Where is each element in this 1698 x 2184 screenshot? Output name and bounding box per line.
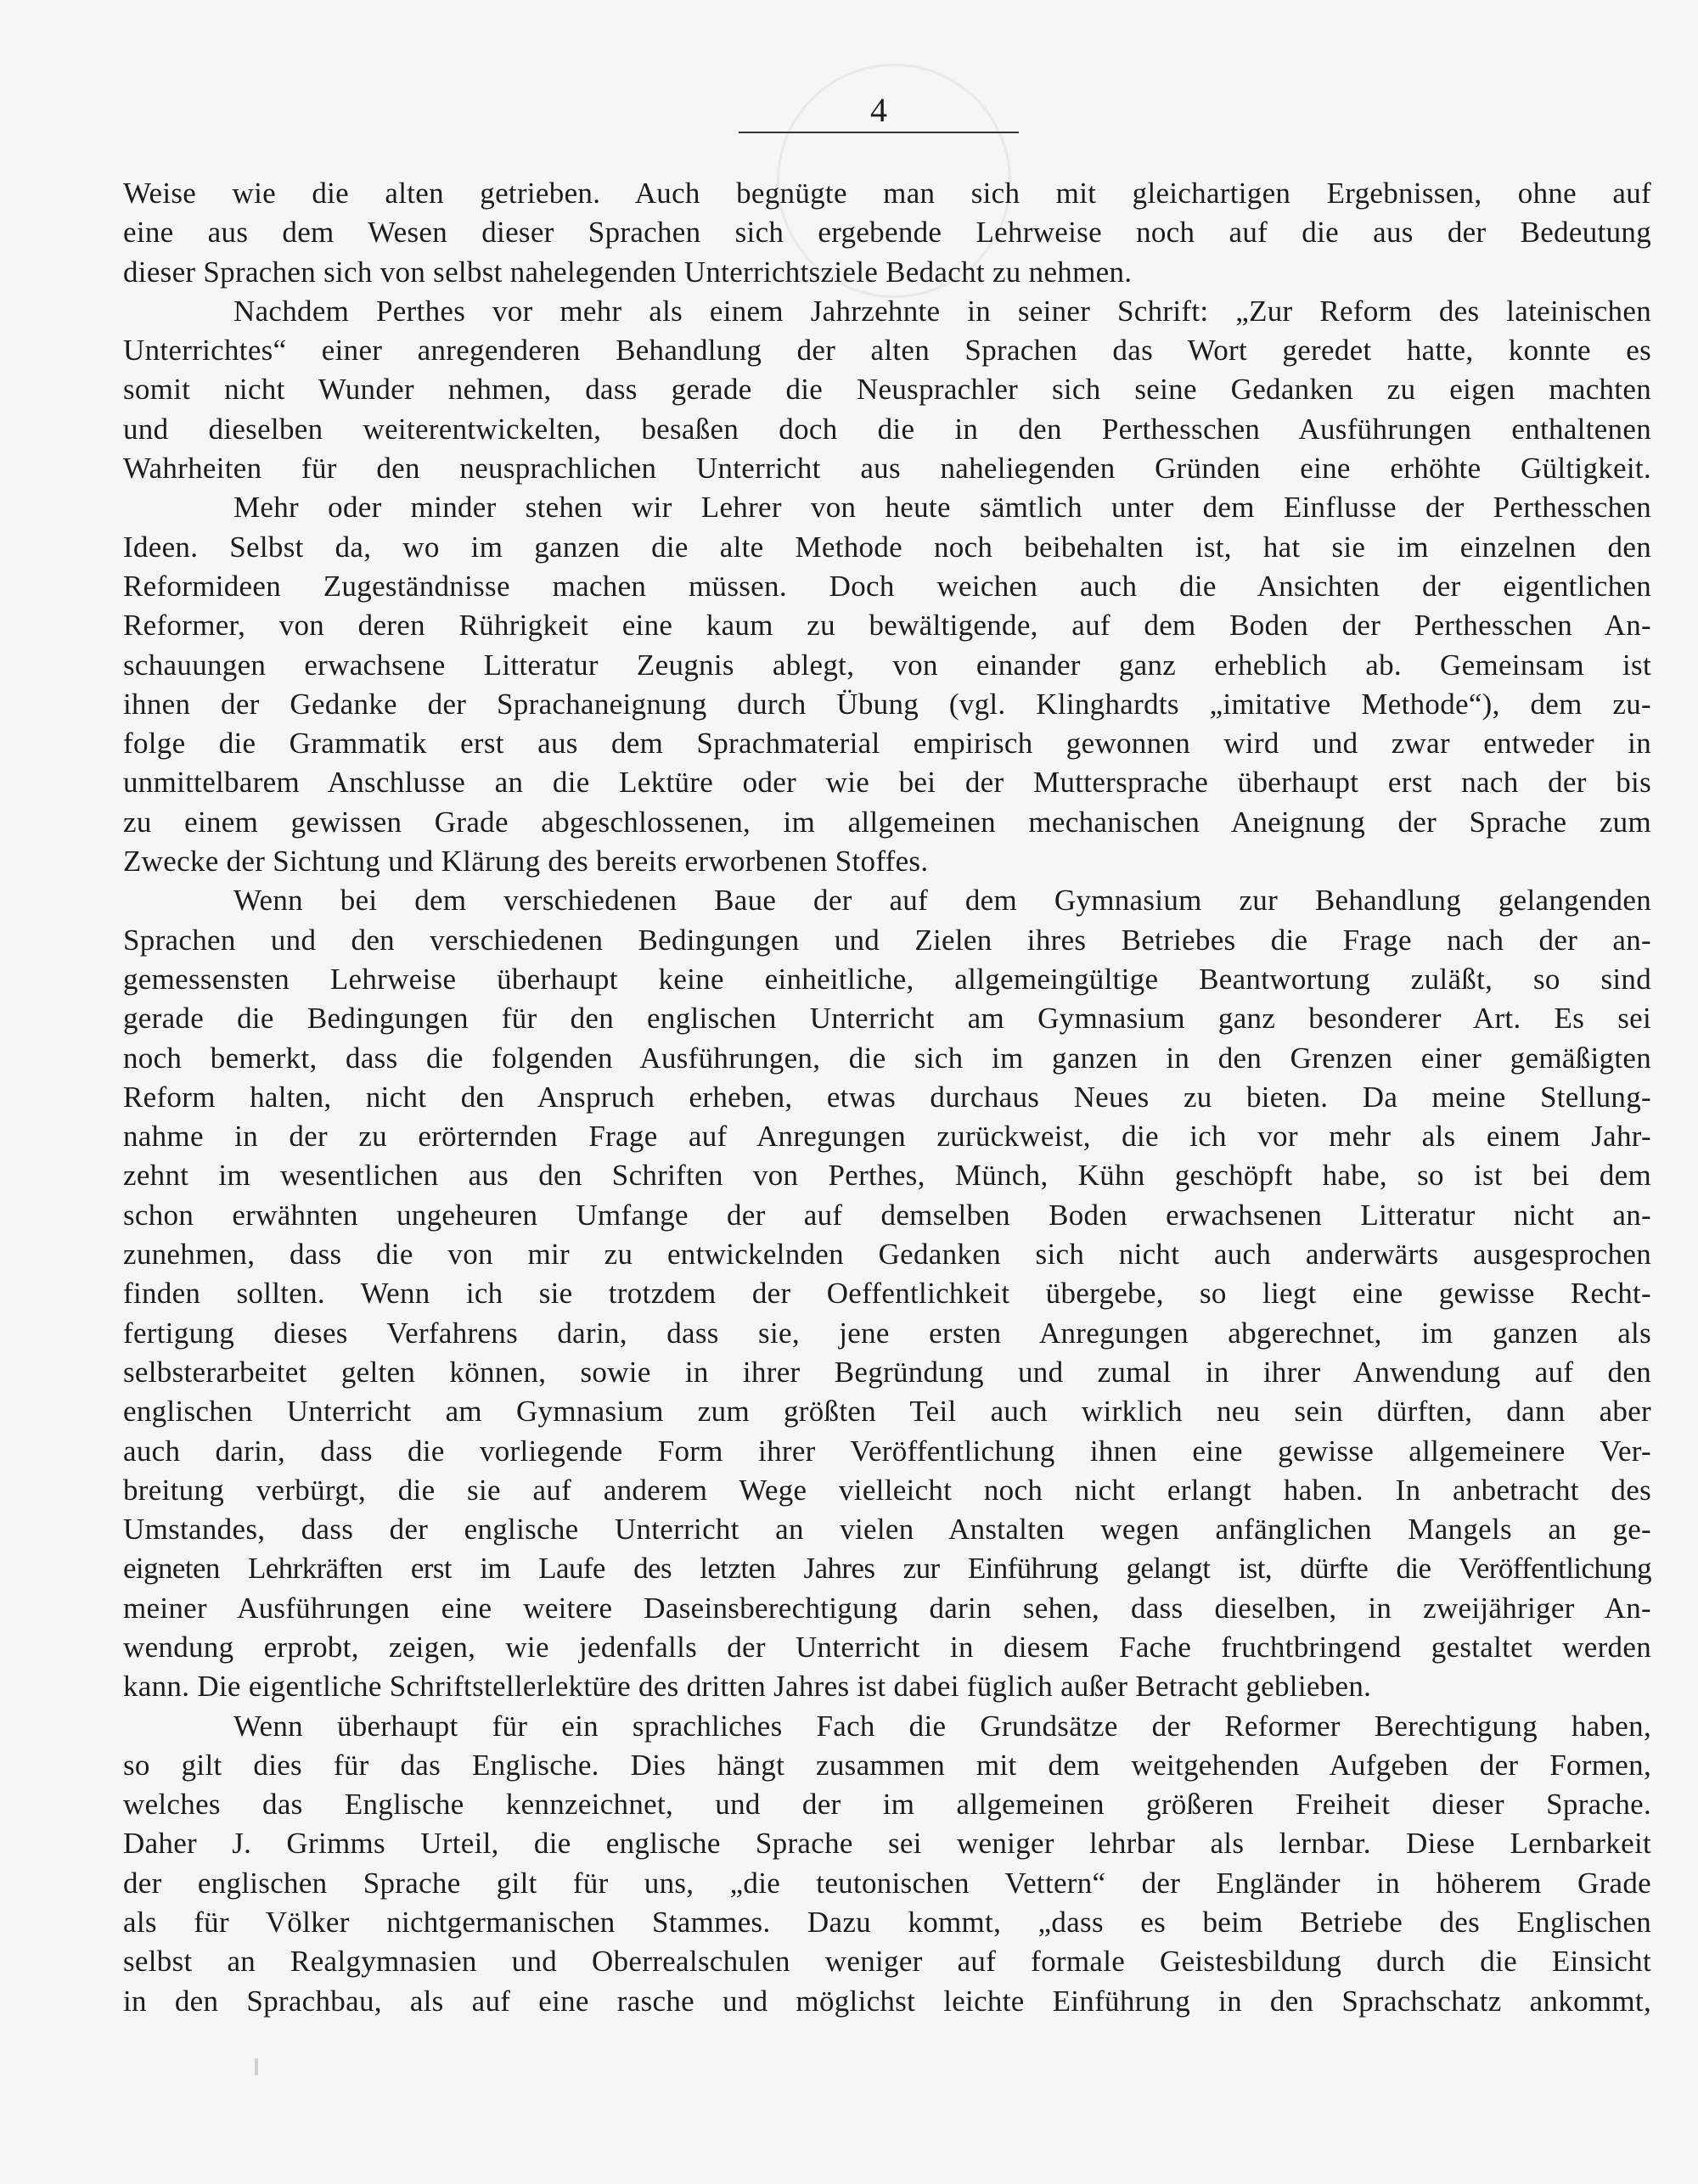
text-line: als für Völker nichtgermanischen Stammes. Dazu kommt, „dass es beim Betriebe des Englischen — [123, 1906, 1651, 1940]
margin-mark — [255, 2058, 258, 2075]
text-line: fertigung dieses Verfahrens darin, dass sie, jene ersten Anregungen abgerechnet, im ganzen als — [123, 1316, 1651, 1350]
text-line: zehnt im wesentlichen aus den Schriften von Perthes, Münch, Kühn geschöpft habe, so ist bei dem — [123, 1159, 1651, 1193]
text-line: unmittelbarem Anschlusse an die Lektüre oder wie bei der Muttersprache überhaupt erst nach der bis — [123, 766, 1651, 800]
text-line: Umstandes, dass der englische Unterricht an vielen Anstalten wegen anfänglichen Mangels an ge- — [123, 1513, 1651, 1547]
text-line: auch darin, dass die vorliegende Form ihrer Veröffentlichung ihnen eine gewisse allgemeinere Ver- — [123, 1434, 1651, 1468]
text-line: meiner Ausführungen eine weitere Daseinsberechtigung darin sehen, dass dieselben, in zweijähriger An- — [123, 1591, 1651, 1625]
text-line: Reformideen Zugeständnisse machen müssen. Doch weichen auch die Ansichten der eigentlichen — [123, 569, 1651, 603]
text-line: selbst an Realgymnasien und Oberrealschulen weniger auf formale Geistesbildung durch die Einsicht — [123, 1945, 1651, 1979]
text-line: Ideen. Selbst da, wo im ganzen die alte Methode noch beibehalten ist, hat sie im einzelnen den — [123, 530, 1651, 564]
text-line: so gilt dies für das Englische. Dies hängt zusammen mit dem weitgehenden Aufgeben der Formen, — [123, 1748, 1651, 1782]
text-line: gemessensten Lehrweise überhaupt keine einheitliche, allgemeingültige Beantwortung zuläßt, so sind — [123, 962, 1651, 996]
text-line: folge die Grammatik erst aus dem Sprachmaterial empirisch gewonnen wird und zwar entweder in — [123, 727, 1651, 761]
text-line: ihnen der Gedanke der Sprachaneignung durch Übung (vgl. Klinghardts „imitative Methode“), dem zu- — [123, 687, 1651, 721]
text-line: Reformer, von deren Rührigkeit eine kaum zu bewältigende, auf dem Boden der Perthesschen An- — [123, 609, 1651, 643]
text-line: zunehmen, dass die von mir zu entwickelnden Gedanken sich nicht auch anderwärts ausgesprochen — [123, 1238, 1651, 1272]
text-line: in den Sprachbau, als auf eine rasche und möglichst leichte Einführung in den Sprachschatz ankommt, — [123, 1984, 1651, 2018]
text-line: dieser Sprachen sich von selbst nahelegenden Unterrichtsziele Bedacht zu nehmen. — [123, 255, 1133, 289]
text-line: Sprachen und den verschiedenen Bedingungen und Zielen ihres Betriebes die Frage nach der an- — [123, 923, 1651, 957]
page-number: 4 — [870, 91, 887, 129]
paragraph-first-line: Wenn überhaupt für ein sprachliches Fach die Grundsätze der Reformer Berechtigung haben, — [233, 1709, 1651, 1743]
page-header — [739, 89, 1019, 132]
text-line: finden sollten. Wenn ich sie trotzdem der Oeffentlichkeit übergebe, so liegt eine gewisse Recht- — [123, 1277, 1651, 1311]
text-line: nahme in der zu erörternden Frage auf Anregungen zurückweist, die ich vor mehr als einem Jahr- — [123, 1120, 1651, 1154]
text-line: wendung erprobt, zeigen, wie jedenfalls der Unterricht in diesem Fache fruchtbringend gestaltet werden — [123, 1630, 1651, 1664]
text-line: Unterrichtes“ einer anregenderen Behandlung der alten Sprachen das Wort geredet hatte, konnte es — [123, 334, 1651, 368]
text-line: breitung verbürgt, die sie auf anderem Wege vielleicht noch nicht erlangt haben. In anbetracht des — [123, 1473, 1651, 1507]
text-line: Reform halten, nicht den Anspruch erheben, etwas durchaus Neues zu bieten. Da meine Stellung- — [123, 1080, 1651, 1114]
text-line: welches das Englische kennzeichnet, und der im allgemeinen größeren Freiheit dieser Sprache. — [123, 1788, 1651, 1822]
text-line: eine aus dem Wesen dieser Sprachen sich ergebende Lehrweise noch auf die aus der Bedeutung — [123, 216, 1651, 250]
text-line: Weise wie die alten getrieben. Auch begnügte man sich mit gleichartigen Ergebnissen, ohne auf — [123, 177, 1651, 210]
text-line: noch bemerkt, dass die folgenden Ausführungen, die sich im ganzen in den Grenzen einer gemäßigten — [123, 1041, 1651, 1075]
text-line: Zwecke der Sichtung und Klärung des bereits erworbenen Stoffes. — [123, 845, 929, 879]
header-rule — [739, 132, 1019, 133]
text-line: schauungen erwachsene Litteratur Zeugnis ablegt, von einander ganz erheblich ab. Gemeinsam ist — [123, 648, 1651, 682]
text-line: und dieselben weiterentwickelten, besaßen doch die in den Perthesschen Ausführungen enthaltenen — [123, 412, 1651, 446]
paragraph-first-line: Wenn bei dem verschiedenen Baue der auf dem Gymnasium zur Behandlung gelangenden — [233, 884, 1651, 918]
paragraph-first-line: Mehr oder minder stehen wir Lehrer von heute sämtlich unter dem Einflusse der Perthesschen — [233, 491, 1651, 525]
paragraph-first-line: Nachdem Perthes vor mehr als einem Jahrzehnte in seiner Schrift: „Zur Reform des lateinischen — [233, 294, 1651, 328]
text-line: schon erwähnten ungeheuren Umfange der auf demselben Boden erwachsenen Litteratur nicht an- — [123, 1198, 1651, 1232]
text-line: kann. Die eigentliche Schriftstellerlektüre des dritten Jahres ist dabei füglich außer Betracht geblieben. — [123, 1670, 1372, 1704]
text-line: gerade die Bedingungen für den englischen Unterricht am Gymnasium ganz besonderer Art. Es sei — [123, 1002, 1651, 1036]
text-line: englischen Unterricht am Gymnasium zum größten Teil auch wirklich neu sein dürften, dann aber — [123, 1395, 1651, 1429]
text-line: eigneten Lehrkräften erst im Laufe des letzten Jahres zur Einführung gelangt ist, dürfte die Veröffentlichung — [123, 1552, 1651, 1586]
body-text — [123, 174, 1651, 2021]
text-line: zu einem gewissen Grade abgeschlossenen, im allgemeinen mechanischen Aneignung der Sprache zum — [123, 805, 1651, 839]
text-line: selbsterarbeitet gelten können, sowie in ihrer Begründung und zumal in ihrer Anwendung auf den — [123, 1355, 1651, 1389]
text-line: somit nicht Wunder nehmen, dass gerade die Neusprachler sich seine Gedanken zu eigen machten — [123, 373, 1651, 407]
text-line: Daher J. Grimms Urteil, die englische Sprache sei weniger lehrbar als lernbar. Diese Lernbarkeit — [123, 1827, 1651, 1861]
text-line: der englischen Sprache gilt für uns, „die teutonischen Vettern“ der Engländer in höherem Grade — [123, 1866, 1651, 1900]
text-line: Wahrheiten für den neusprachlichen Unterricht aus naheliegenden Gründen eine erhöhte Gültigkeit. — [123, 452, 1651, 486]
